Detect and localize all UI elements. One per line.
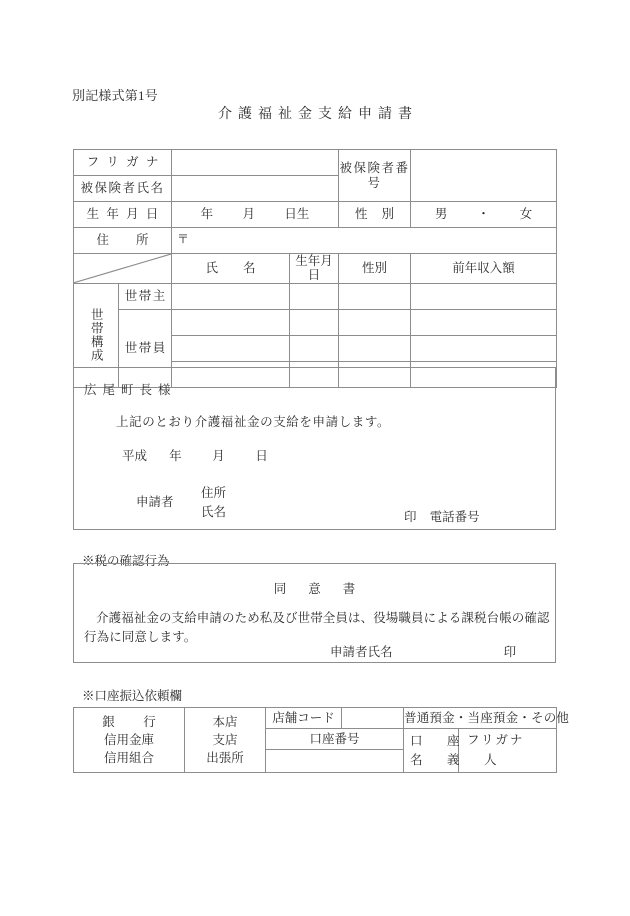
- birthdate-input-cell[interactable]: [172, 202, 339, 228]
- branch-code-label: 店舗コード: [266, 708, 342, 729]
- form-number: 別記様式第1号: [72, 88, 158, 103]
- insured-number-label-cell: [339, 150, 411, 202]
- phone-label: 電話番号: [429, 510, 480, 524]
- household-member-gender-cell[interactable]: [339, 335, 411, 361]
- household-col-gender: 性別: [339, 254, 411, 284]
- birthdate-row: [74, 202, 557, 228]
- birthdate-label-cell: [74, 202, 172, 228]
- branch-type-head[interactable]: 本店: [212, 714, 238, 729]
- household-member-birthdate-cell[interactable]: [290, 309, 339, 335]
- postal-mark-icon: 〒: [177, 232, 190, 247]
- gender-female[interactable]: 女: [519, 207, 533, 222]
- seal-and-phone: [404, 507, 480, 525]
- household-col-income: 前年収入額: [411, 254, 557, 284]
- household-member-gender-cell[interactable]: [339, 309, 411, 335]
- birth-month-label: 月: [242, 207, 255, 222]
- gender-separator: ・: [477, 207, 490, 222]
- furigana-label-cell: [74, 150, 172, 176]
- year-label: 年: [169, 449, 182, 463]
- page-title: 介護福祉金支給申請書: [218, 107, 418, 122]
- table-row: [74, 283, 557, 309]
- consent-body-text: 介護福祉金の支給申請のため私及び世帯全員は、役場職員による課税台帳の確認行為に同意します。: [84, 611, 550, 644]
- consent-signature: [330, 642, 516, 660]
- household-head-birthdate-cell[interactable]: [290, 283, 339, 309]
- statement-body: 上記のとおり介護福祉金の支給を申請します。: [116, 415, 391, 429]
- household-diagonal-cell: [74, 254, 172, 284]
- gender-options-cell[interactable]: [411, 202, 557, 228]
- address-label: 住 所: [96, 233, 149, 248]
- branch-type-cell[interactable]: [185, 708, 266, 773]
- furigana-row: [74, 150, 557, 176]
- household-col-birthdate: 生年月日: [290, 254, 339, 284]
- household-member-income-cell[interactable]: [411, 335, 557, 361]
- household-header-row: [74, 254, 557, 284]
- household-member-income-cell[interactable]: [411, 309, 557, 335]
- seal-label: 印: [404, 510, 417, 524]
- bank-transfer-table: [73, 707, 570, 773]
- consent-seal-label: 印: [503, 645, 517, 659]
- institution-type-cell[interactable]: [74, 708, 185, 773]
- furigana-label: フ リ ガ ナ: [86, 155, 159, 170]
- applicant-name-label: 氏名: [201, 505, 227, 520]
- branch-code-input-cell[interactable]: [342, 708, 404, 729]
- account-furigana-label: フリガナ: [467, 733, 525, 747]
- account-number-input-cell[interactable]: [266, 750, 404, 773]
- gender-options: [411, 207, 556, 221]
- applicant-label: 申請者: [136, 495, 174, 509]
- branch-types: [185, 713, 265, 767]
- bank-row-1: [74, 708, 557, 729]
- birthdate-fields: [172, 207, 338, 221]
- account-holder-line2: 名 義 人: [410, 752, 503, 767]
- applicant-address-label: 住所: [201, 486, 227, 500]
- gender-label-cell: [339, 202, 411, 228]
- household-member-label: 世 帯 員: [119, 309, 172, 387]
- address-label-cell: [74, 228, 172, 254]
- tax-confirmation-label: ※税の確認行為: [82, 554, 170, 568]
- statement-date: [122, 446, 268, 464]
- insured-name-label-cell: [74, 176, 172, 202]
- branch-type-branch[interactable]: 支店: [212, 732, 238, 747]
- household-member-name-cell[interactable]: [172, 335, 290, 361]
- branch-type-office[interactable]: 出張所: [206, 751, 244, 766]
- household-group-label: 世帯構成: [89, 308, 104, 363]
- applicant-fields: [201, 484, 253, 523]
- table-row: [74, 309, 557, 335]
- consent-box: [73, 563, 556, 663]
- household-head-gender-cell[interactable]: [339, 283, 411, 309]
- bank-transfer-label: ※口座振込依頼欄: [82, 689, 183, 703]
- household-col-name: 氏 名: [172, 254, 290, 284]
- account-number-label: 口座番号: [266, 729, 404, 750]
- account-holder-line1: 口 座: [410, 734, 466, 749]
- insured-number-label: 被保険者番号: [339, 161, 410, 190]
- furigana-input-cell[interactable]: [172, 150, 339, 176]
- consent-body: [84, 609, 550, 647]
- gender-label: 性 別: [355, 207, 395, 222]
- consent-title: 同意書: [273, 582, 378, 596]
- institution-types: [74, 713, 184, 767]
- birth-day-label: 日生: [284, 207, 310, 222]
- household-head-name-cell[interactable]: [172, 283, 290, 309]
- birthdate-label: 生 年 月 日: [86, 207, 159, 222]
- era-label: 平成: [122, 449, 148, 463]
- account-kinds[interactable]: 普通預金・当座預金・その他: [404, 708, 557, 729]
- institution-type-kumiai[interactable]: 信用組合: [103, 751, 154, 766]
- household-member-name-cell[interactable]: [172, 309, 290, 335]
- addressee: 広尾町長様: [84, 383, 177, 397]
- institution-type-shinkin[interactable]: 信用金庫: [103, 732, 154, 747]
- address-input-cell[interactable]: [172, 228, 557, 254]
- household-member-birthdate-cell[interactable]: [290, 335, 339, 361]
- month-label: 月: [212, 449, 225, 463]
- gender-male[interactable]: 男: [434, 207, 448, 222]
- diagonal-line-icon: [74, 254, 171, 283]
- address-row: [74, 228, 557, 254]
- insured-number-input-cell[interactable]: [411, 150, 557, 202]
- household-head-label: 世 帯 主: [119, 283, 172, 309]
- statement-box: [73, 367, 556, 530]
- insured-name-label: 被保険者氏名: [80, 181, 165, 196]
- household-head-income-cell[interactable]: [411, 283, 557, 309]
- institution-type-bank[interactable]: 銀 行: [102, 714, 164, 729]
- consent-signature-label: 申請者氏名: [330, 645, 393, 659]
- day-label: 日: [255, 449, 268, 463]
- insured-name-input-cell[interactable]: [172, 176, 339, 202]
- birth-year-label: 年: [200, 207, 214, 222]
- applicant-table: [73, 149, 557, 388]
